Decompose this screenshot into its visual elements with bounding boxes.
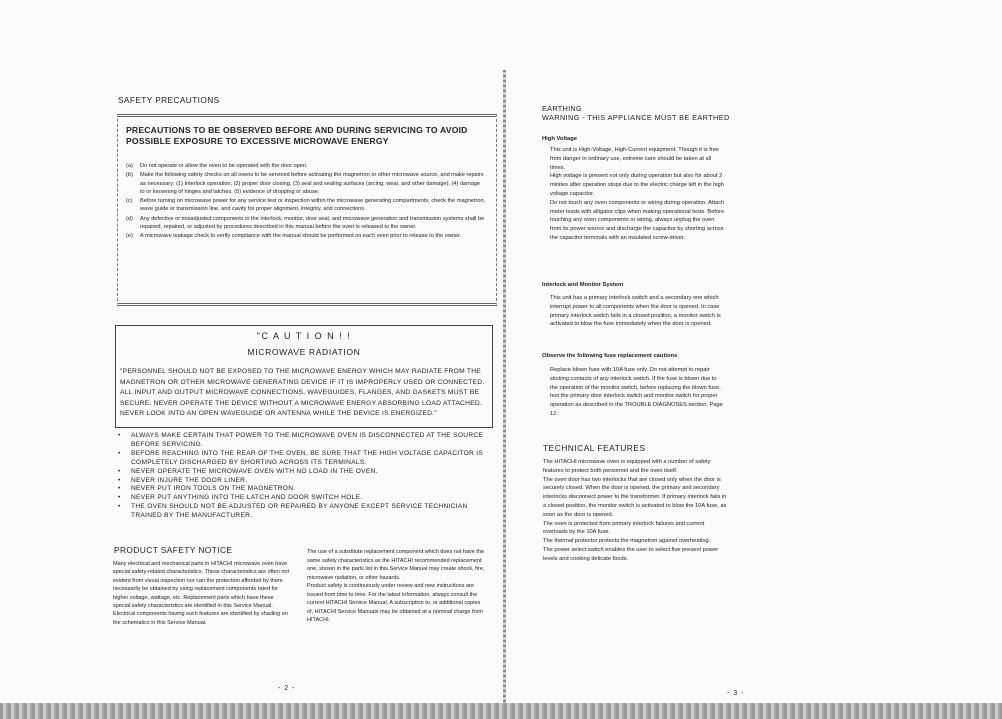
earthing-warning: WARNING - THIS APPLIANCE MUST BE EARTHED — [542, 113, 730, 122]
product-safety-column-1 — [113, 560, 291, 627]
fuse-cautions-title: Observe the following fuse replacement cautions — [542, 353, 678, 359]
right-page — [505, 0, 1002, 719]
precaution-item-e: (e) A microwave leakage check to verify compliance with the manual should be performed on each oven prior to release to the owner. — [126, 233, 462, 240]
bullet-item: • NEVER PUT ANYTHING INTO THE LATCH AND DOOR SWITCH HOLE. — [118, 494, 490, 503]
paragraph: Do not touch any oven components or wiring during operation. Attach meter leads with alligator clips when making operational tests. Before touching any oven components or wiring, always unplug the oven from its power source and discharge the capacitor by shorting across the capacitor terminals with an insulated screw-driver. — [550, 199, 725, 241]
interlock-body: This unit has a primary interlock switch and a secondary one which interrupt power to all components when the door is opened. In case primary interlock switch fails in a closed position, a monitor switch is activated to blow the fuse immediately when the door is opened. — [550, 295, 721, 328]
high-voltage-title: High Voltage — [542, 136, 577, 142]
precaution-item-c: (c) Before turning on microwave power for any service test or inspection within the microwave generating compartments, check the magnetron, wave guide or transmission line, and cavity for proper alignment, integrity, and connections. — [126, 198, 486, 213]
caution-body: "PERSONNEL SHOULD NOT BE EXPOSED TO THE MICROWAVE ENERGY WHICH MAY RADIATE FROM THE MAGNETRON OR OTHER MICROWAVE GENERATING DEVICE IF IT IS IMPROPERLY USED OR CONNECTED. ALL INPUT AND OUTPUT MICROWAVE CONNECTIONS, WAVEGUIDES, FLANGES, AND GASKETS MUST BE SECURE. NEVER OPERATE THE DEVICE WITHOUT A MICROWAVE ENERGY ABSORBING LOAD ATTACHED. NEVER LOOK INTO AN OPEN WAVEGUIDE OR ANTENNA WHILE THE DEVICE IS ENERGIZED." — [120, 368, 485, 417]
bullet-item: • NEVER INJURE THE DOOR LINER. — [118, 477, 490, 486]
paragraph: Electrical components having such features are identified by shading on the schematics in this Service Manual. — [113, 611, 288, 626]
paragraph: The HITACHI microwave oven is equipped with a number of safety features to protect both personnel and the oven itself. — [543, 459, 711, 474]
bullet-item: • NEVER OPERATE THE MICROWAVE OVEN WITH NO LOAD IN THE OVEN. — [118, 468, 490, 477]
caution-box — [115, 325, 493, 428]
paragraph: Product safety is continuously under review and new instructions are issued from time to time. For the latest information, always consult the current HITACHI Service Manual. A subscription to, or additional copies of, HITACHI Service Manuals may be obtained at a nominal charge from HITACHI. — [307, 583, 483, 623]
technical-features-body — [543, 458, 727, 564]
paragraph: The oven door has two interlocks that are closed only when the door is securely closed. When the door is opened, the primary and secondary interlocks disconnect power to the transformer. If primary interlock fails in a closed position, the monitor switch is activated to blow the 10A fuse, as soon as the door is opened. — [543, 476, 727, 518]
product-safety-title: PRODUCT SAFETY NOTICE — [114, 545, 233, 555]
page-number-right: - 3 - — [727, 690, 745, 697]
paragraph: The power select switch enables the user to select five present power levels and cooking delicate foods. — [543, 546, 719, 562]
paragraph: The use of a substitute replacement component which does not have the same safety characteristics as the HITACHI recommended replacement one, shown in the parts list in this Service Manual may create shock, fire, microwave radiation, or other hazards. — [307, 549, 485, 581]
scan-edge-band — [0, 703, 1002, 719]
servicing-bullets — [118, 432, 490, 521]
precaution-item-a: (a) Do not operate or allow the oven to be operated with the door open. — [126, 163, 308, 169]
paragraph: High voltage is present not only during operation but also for about 2 minites after operation stops due to the electric charge left in the high voltage capacitor. — [550, 173, 724, 197]
caution-title: "C A U T I O N ! ! — [256, 331, 352, 341]
bullet-item: • BEFORE REACHING INTO THE REAR OF THE OVEN, BE SURE THAT THE HIGH VOLTAGE CAPACITOR IS COMPLETELY DISCHARGED BY SHORTING ACROSS ITS TERMINALS. — [118, 450, 490, 468]
interlock-title: Interlock and Monitor System — [542, 282, 624, 288]
page-number-left: - 2 - — [278, 685, 296, 692]
paragraph: The thermal protector protects the magnetron against overheating. — [543, 538, 711, 545]
fuse-cautions-body: Replace blown fuse with 10A fuse only. Do not attempt to repair sticking contacts of any interlock switch. If the fuse is blown due to the operation of the monitor switch, before replacing the blown fuse, test the primary door interlock switch and monitor switch for proper operation as described in the TROUBLE DIAGNOSES section, Page 12. — [550, 367, 723, 417]
precautions-heading: PRECAUTIONS TO BE OBSERVED BEFORE AND DURING SERVICING TO AVOID POSSIBLE EXPOSURE TO EXCESSIVE MICROWAVE ENERGY — [126, 125, 468, 146]
safety-precautions-title: SAFETY PRECAUTIONS — [118, 95, 220, 105]
technical-features-title: TECHNICAL FEATURES — [543, 443, 646, 453]
paragraph: This unit is High-Voltage, High-Current equipment. Though it is free from danger in ordinary use, extreme care should be taken at all times. — [550, 147, 720, 171]
paragraph: Many electrical and mechanical parts in HITACHI microwave oven have special safety-related characteristics. These characteristics are often not evident from visual inspection nor can the protection afforded by them necessarily be obtained by using replacement components rated for higher voltage, wattage, etc. Replacement parts which have these special safety characteristics are identified in this Service Manual. — [113, 561, 289, 610]
precaution-item-d: (d) Any defective or misadjusted components in the interlock, monitor, door seal, and microwave generation and transmission systems shall be repaired, repaired, or adjusted by procedures described in this manual before the oven is released to the owner. — [126, 215, 485, 231]
bullet-item: • THE OVEN SHOULD NOT BE ADJUSTED OR REPAIRED BY ANYONE EXCEPT SERVICE TECHNICIAN TRAINED BY THE MANUFACTURER. — [118, 503, 490, 521]
caution-subtitle: MICROWAVE RADIATION — [247, 347, 361, 357]
product-safety-column-2 — [307, 548, 487, 625]
bullet-item: • NEVER PUT IRON TOOLS ON THE MAGNETRON. — [118, 485, 490, 494]
precautions-box — [117, 114, 497, 306]
earthing-title: EARTHING — [542, 104, 582, 113]
high-voltage-body — [550, 146, 726, 243]
paragraph: The oven is protected from primary interlock failures and current overloads by the 10A fuse. — [543, 520, 705, 536]
precaution-item-b: (b) Make the following safety checks on all ovens to be serviced before activating the magnetron or other microwave source, and make repairs as necessary: (1) Interlock operation, (2) proper door closing, (3) seal and sealing surfaces (arcing, wear, and other damage), (4) damage to or loosening of hinges and latches, (5) evidence of dropping or abuse. — [126, 172, 484, 195]
bullet-item: • ALWAYS MAKE CERTAIN THAT POWER TO THE MICROWAVE OVEN IS DISCONNECTED AT THE SOURCE BEFORE SERVICING. — [118, 432, 490, 450]
precautions-list — [126, 162, 486, 242]
